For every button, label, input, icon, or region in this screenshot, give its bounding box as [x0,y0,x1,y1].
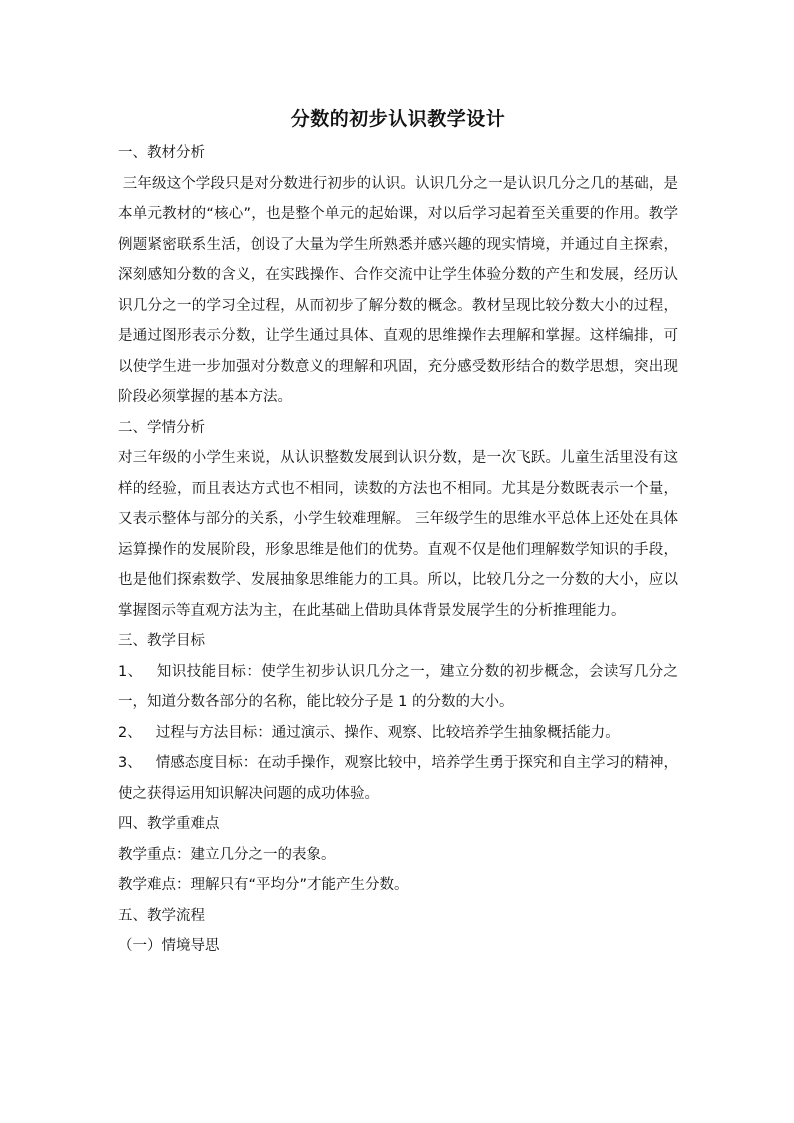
subsection-heading-situation: （一）情境导思 [118,938,220,954]
difficult-point-text: 教学难点：理解只有“平均分”才能产生分数。 [118,877,409,893]
section-body-student-analysis: 对三年级的小学生来说，从认识整数发展到认识分数，是一次飞跃。儿童生活里没有这样的经验，而且表达方式也不相同，读数的方法也不相同。尤其是分数既表示一个量，又表示整体与部分的关系，小学生较难理解。 三年级学生的思维水平总体上还处在具体运算操作的发展阶段，形象思维是他们的优势。直观不仅是他们理解数学知识的手段，也是他们探索数学、发展抽象思维能力的工具。所以，比较几分之一分数的大小，应以掌握图示等直观方法为主，在此基础上借助具体背景发展学生的分析推理能力。 [118,450,678,619]
goal-item-text: 情感态度目标：在动手操作，观察比较中，培养学生勇于探究和自主学习的精神，使之获得运用知识解决问题的成功体验。 [118,755,678,802]
goal-item [118,657,678,718]
section-heading-textbook-analysis: 一、教材分析 [118,145,205,161]
document-title: 分数的初步认识教学设计 [290,108,506,130]
document-page [118,104,678,962]
goal-item-text: 过程与方法目标：通过演示、操作、观察、比较培养学生抽象概括能力。 [155,724,620,741]
section-heading-teaching-process: 五、教学流程 [118,907,205,924]
goal-item-number: 2、 [118,724,142,741]
section-heading-student-analysis: 二、学情分析 [118,419,205,436]
goal-item-number: 3、 [118,755,142,771]
goal-item [118,748,678,809]
section-heading-key-difficult-points: 四、教学重难点 [118,816,220,832]
section-heading-teaching-goals: 三、教学目标 [118,633,205,649]
goal-item [118,718,678,749]
section-body-textbook-analysis: 三年级这个学段只是对分数进行初步的认识。认识几分之一是认识几分之几的基础，是本单元教材的“核心”，也是整个单元的起始课，对以后学习起着至关重要的作用。教学例题紧密联系生活，创设了大量为学生所熟悉并感兴趣的现实情境，并通过自主探索，深刻感知分数的含义，在实践操作、合作交流中让学生体验分数的产生和发展，经历认识几分之一的学习全过程，从而初步了解分数的概念。教材呈现比较分数大小的过程，是通过图形表示分数，让学生通过具体、直观的思维操作去理解和掌握。这样编排，可以使学生进一步加强对分数意义的理解和巩固，充分感受数形结合的数学思想，突出现阶段必须掌握的基本方法。 [118,175,679,405]
goal-item-number: 1、 [118,663,143,680]
key-point-text: 教学重点：建立几分之一的表象。 [118,846,336,863]
goal-item-text: 知识技能目标：使学生初步认识几分之一，建立分数的初步概念，会读写几分之一，知道分数各部分的名称，能比较分子是 1 的分数的大小。 [118,663,678,710]
